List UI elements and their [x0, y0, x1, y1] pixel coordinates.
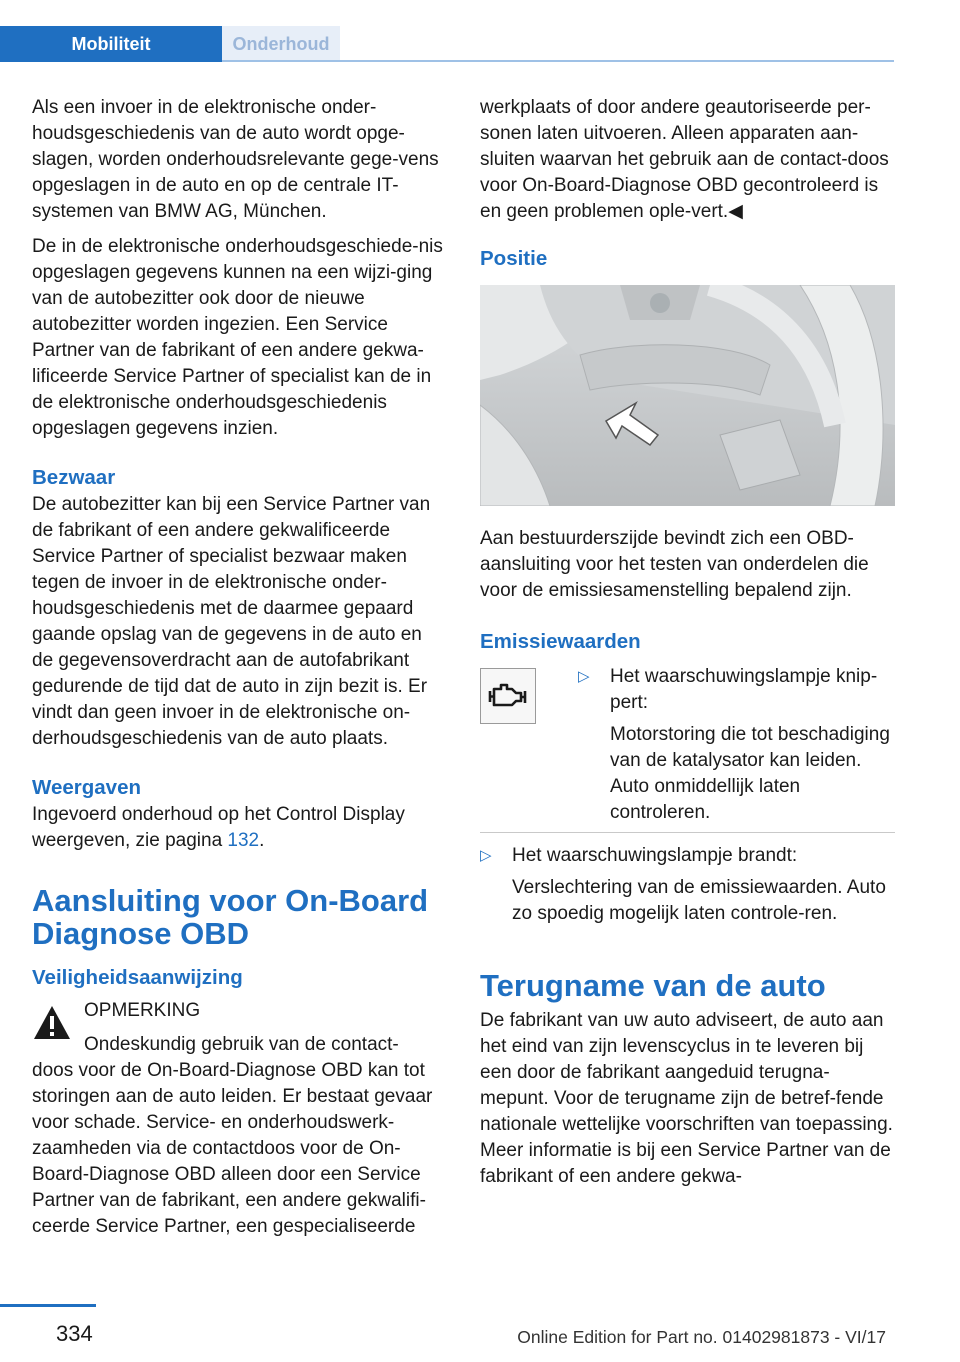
right-column — [480, 95, 895, 1199]
weergaven-text: Ingevoerd onderhoud op het Control Display weergeven, zie pagina — [32, 804, 405, 851]
heading-terugname: Terugname van de auto — [480, 968, 826, 1003]
left-column — [32, 95, 447, 1240]
page-number-rule — [0, 1304, 96, 1307]
tab-onderhoud[interactable]: Onderhoud — [222, 26, 340, 62]
page-link[interactable]: 132 — [227, 830, 260, 851]
separator — [480, 832, 895, 833]
check-engine-icon — [480, 668, 536, 724]
bullet-blinking — [578, 664, 895, 826]
paragraph-intro: Als een invoer in de elektronische onder-houdsgeschiedenis van de auto wordt opge-slagen, worden onderhoudsrelevante gege-vens opgeslagen in de auto en op de centrale IT-systemen van BMW AG, München. — [32, 97, 439, 222]
heading-veiligheid: Veiligheidsaanwijzing — [32, 966, 243, 989]
period: . — [259, 830, 265, 851]
obd-position-photo — [480, 285, 895, 506]
paragraph-history: De in de elektronische onderhoudsgeschiede-nis opgeslagen gegevens kunnen na een wijzi-ging van de autobezitter ook door de nieuwe autobezitter worden ingezien. Een Service Partner van de fabrikant of een andere gekwa-lificeerde Service Partner of specialist kan de in de elektronische onderhoudsgeschiedenis opgeslagen gegevens inzien. — [32, 236, 443, 439]
bullet-lit-text: Verslechtering van de emissiewaarden. Auto zo spoedig mogelijk laten controle-ren. — [512, 877, 886, 924]
bullet-triangle-icon: ▷ — [578, 668, 590, 685]
warning-icon — [32, 1004, 72, 1042]
note-label: OPMERKING — [84, 1000, 201, 1021]
safety-note — [32, 998, 447, 1240]
paragraph-positie: Aan bestuurderszijde bevindt zich een OBD-aansluiting voor het testen van onderdelen die voor de emissiesamenstelling bepalend zijn. — [480, 528, 869, 601]
emission-item-blinking — [480, 664, 895, 826]
heading-emissie: Emissiewaarden — [480, 630, 641, 653]
header-tabs — [0, 26, 340, 62]
heading-bezwaar: Bezwaar — [32, 466, 116, 489]
header-rule — [222, 60, 894, 62]
paragraph-bezwaar: De autobezitter kan bij een Service Partner van de fabrikant of een andere gekwalificeerde Service Partner of specialist bezwaar maken tegen de invoer in de elektronische onder-houdsgeschiedenis met de daarmee gepaard gaande opslag van de gegevens in de auto en de gegevensoverdracht aan de autofabrikant gedurende de tijd dat de auto in zijn bezit is. Er vindt dan geen invoer in de elektronische on-derhoudsgeschiedenis van de auto plaats. — [32, 494, 431, 749]
paragraph-weergaven — [32, 802, 447, 854]
paragraph-terugname: De fabrikant van uw auto adviseert, de auto aan het eind van zijn levenscyclus in te leveren bij een door de fabrikant aangeduid terugna-mepunt. Voor de terugname zijn de betref-fende nationale wettelijke voorschriften van toepassing. Meer informatie is bij een Service Partner van de fabrikant of een andere gekwa- — [480, 1010, 893, 1187]
bullet-blinking-title: Het waarschuwingslampje knip-pert: — [610, 666, 878, 713]
heading-weergaven: Weergaven — [32, 776, 142, 799]
heading-positie: Positie — [480, 247, 548, 270]
paragraph-continued: werkplaats of door andere geautoriseerde per-sonen laten uitvoeren. Alleen apparaten aan-sluiten waarvan het gebruik aan de contact-doos voor On-Board-Diagnose OBD gecontroleerd is en geen problemen ople-vert.◀ — [480, 97, 889, 222]
heading-obd: Aansluiting voor On-Board Diagnose OBD — [32, 883, 429, 951]
tab-mobiliteit[interactable]: Mobiliteit — [0, 26, 222, 62]
page-number: 334 — [56, 1321, 93, 1346]
edition-footer: Online Edition for Part no. 01402981873 - VI/17 — [517, 1327, 886, 1347]
note-text: doos voor de On-Board-Diagnose OBD kan tot storingen aan de auto leiden. Er bestaat gevaar voor schade. Service- en onderhoudswerk-zaamheden via de contactdoos voor de On-Board-Diagnose OBD alleen door een Service Partner van de fabrikant, een andere gekwalifi-ceerde Service Partner, een gespecialiseerde — [32, 1060, 433, 1237]
bullet-lit-title: Het waarschuwingslampje brandt: — [512, 845, 798, 866]
bullet-triangle-icon: ▷ — [480, 847, 492, 864]
bullet-blinking-text: Motorstoring die tot beschadiging van de katalysator kan leiden. Auto onmiddellijk laten controleren. — [610, 724, 890, 823]
note-first-line: Ondeskundig gebruik van de contact- — [84, 1034, 399, 1055]
bullet-lit — [480, 843, 895, 927]
